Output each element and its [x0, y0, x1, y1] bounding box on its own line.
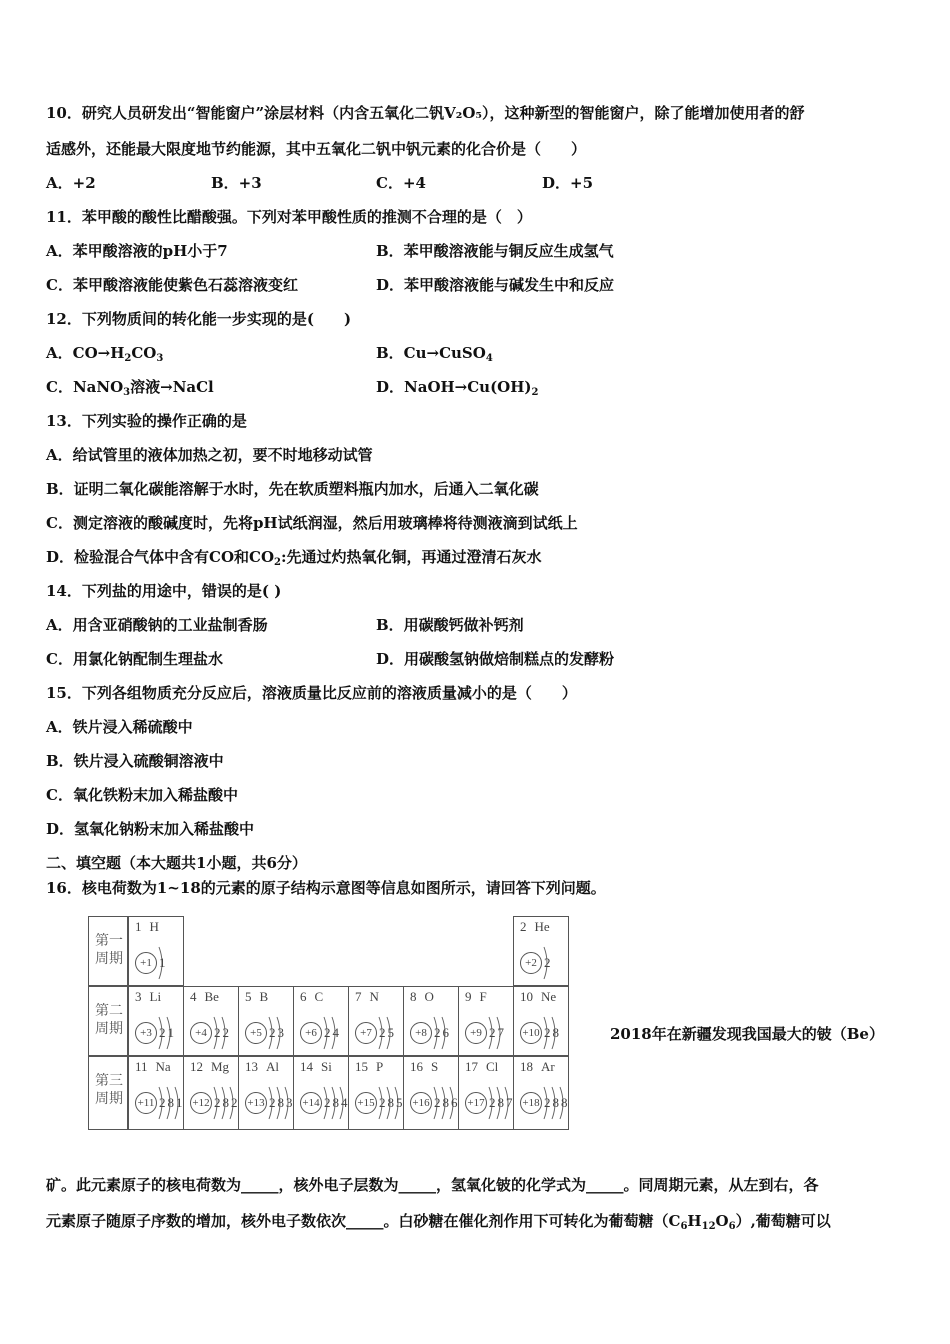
q11-option-b: B．苯甲酸溶液能与铜反应生成氢气	[376, 242, 614, 260]
q10-option-b: B．+3	[211, 174, 262, 192]
element-symbol: Be	[204, 989, 219, 1004]
period-label: 第三 周期	[95, 1074, 123, 1107]
electron-counts: 285	[379, 1095, 405, 1110]
element-cell	[403, 1056, 459, 1130]
electron-counts: 283	[269, 1095, 295, 1110]
nucleus-circle: +8	[410, 1022, 432, 1044]
atomic-number: 6	[300, 989, 307, 1004]
nucleus-circle: +14	[300, 1092, 322, 1114]
element-cell	[128, 1056, 184, 1130]
electron-counts: 2	[544, 955, 553, 970]
element-header	[135, 1059, 171, 1075]
atomic-number: 11	[135, 1059, 148, 1074]
atomic-number: 14	[300, 1059, 313, 1074]
q15-stem: 15．下列各组物质充分反应后，溶液质量比反应前的溶液质量减小的是（ ）	[46, 684, 577, 702]
element-cell	[403, 986, 459, 1056]
atomic-number: 17	[465, 1059, 478, 1074]
element-cell	[183, 986, 239, 1056]
element-header	[520, 1059, 555, 1075]
element-cell	[458, 1056, 514, 1130]
element-symbol: O	[424, 989, 434, 1004]
element-cell	[128, 986, 184, 1056]
element-cell	[458, 986, 514, 1056]
element-cell	[513, 986, 569, 1056]
element-header	[355, 989, 379, 1005]
element-cell	[183, 1056, 239, 1130]
q14-stem: 14．下列盐的用途中，错误的是( )	[46, 582, 282, 600]
element-symbol: Si	[321, 1059, 332, 1074]
atomic-number: 13	[245, 1059, 258, 1074]
q16-line3: 矿。此元素原子的核电荷数为_____，核外电子层数为_____，氢氧化铍的化学式为_____。同周期元素，从左到右，各	[46, 1176, 819, 1194]
period-label-cell	[88, 986, 128, 1056]
q13-option-c: C．测定溶液的酸碱度时，先将pH试纸润湿，然后用玻璃棒将待测液滴到试纸上	[46, 514, 578, 532]
q11-option-c: C．苯甲酸溶液能使紫色石蕊溶液变红	[46, 276, 298, 294]
element-header	[245, 989, 268, 1005]
element-symbol: Al	[266, 1059, 279, 1074]
q11-stem: 11．苯甲酸的酸性比醋酸强。下列对苯甲酸性质的推测不合理的是（ ）	[46, 208, 532, 226]
element-symbol: S	[431, 1059, 439, 1074]
period-label-cell	[88, 1056, 128, 1130]
periodic-table-figure	[88, 916, 570, 1130]
atomic-number: 1	[135, 919, 142, 934]
q13-option-b: B．证明二氧化碳能溶解于水时，先在软质塑料瓶内加水，后通入二氧化碳	[46, 480, 539, 498]
element-cell	[513, 916, 569, 986]
atomic-number: 7	[355, 989, 362, 1004]
q14-option-c: C．用氯化钠配制生理盐水	[46, 650, 223, 668]
atomic-number: 18	[520, 1059, 533, 1074]
element-symbol: C	[314, 989, 324, 1004]
element-symbol: N	[369, 989, 379, 1004]
element-header	[465, 1059, 498, 1075]
nucleus-circle: +5	[245, 1022, 267, 1044]
period-label: 第二 周期	[95, 1004, 123, 1037]
element-header	[190, 1059, 229, 1075]
element-header	[300, 989, 323, 1005]
element-symbol: He	[534, 919, 550, 934]
nucleus-circle: +7	[355, 1022, 377, 1044]
electron-counts: 26	[434, 1025, 451, 1040]
q11-option-a: A．苯甲酸溶液的pH小于7	[46, 242, 228, 260]
element-symbol: Na	[155, 1059, 171, 1074]
element-cell	[293, 986, 349, 1056]
nucleus-circle: +17	[465, 1092, 487, 1114]
element-symbol: Ne	[541, 989, 557, 1004]
element-cell	[238, 986, 294, 1056]
element-header	[520, 919, 550, 935]
nucleus-circle: +16	[410, 1092, 432, 1114]
electron-counts: 22	[214, 1025, 231, 1040]
electron-counts: 286	[434, 1095, 460, 1110]
element-cell	[348, 1056, 404, 1130]
element-header	[355, 1059, 383, 1075]
nucleus-circle: +18	[520, 1092, 542, 1114]
q16-line4: 元素原子随原子序数的增加，核外电子数依次_____。白砂糖在催化剂作用下可转化为葡萄糖$(C_6H_{12}O_6)$,葡萄糖可以	[46, 1212, 831, 1232]
electron-counts: 21	[159, 1025, 176, 1040]
q12-stem: 12．下列物质间的转化能一步实现的是( )	[46, 310, 352, 328]
q15-option-b: B．铁片浸入硫酸铜溶液中	[46, 752, 224, 770]
electron-counts: 284	[324, 1095, 350, 1110]
electron-counts: 1	[159, 955, 168, 970]
nucleus-circle: +9	[465, 1022, 487, 1044]
electron-counts: 28	[544, 1025, 561, 1040]
atomic-number: 3	[135, 989, 142, 1004]
element-cell	[348, 986, 404, 1056]
q12-option-c: C．NaNO$_3$溶液→NaCl	[46, 378, 214, 398]
q13-option-d: D．检验混合气体中含有CO和$CO_2$:先通过灼热氧化铜，再通过澄清石灰水	[46, 548, 542, 568]
electron-counts: 25	[379, 1025, 396, 1040]
element-cell	[238, 1056, 294, 1130]
element-cell	[513, 1056, 569, 1130]
nucleus-circle: +10	[520, 1022, 542, 1044]
nucleus-circle: +12	[190, 1092, 212, 1114]
electron-counts: 287	[489, 1095, 515, 1110]
q16-stem: 16．核电荷数为1~18的元素的原子结构示意图等信息如图所示，请回答下列问题。	[46, 879, 606, 897]
element-header	[410, 1059, 438, 1075]
nucleus-circle: +2	[520, 952, 542, 974]
electron-counts: 281	[159, 1095, 185, 1110]
q10-stem-line2: 适感外，还能最大限度地节约能源，其中五氧化二钒中钒元素的化合价是（ ）	[46, 140, 587, 158]
atomic-number: 12	[190, 1059, 203, 1074]
period-label: 第一 周期	[95, 934, 123, 967]
q12-option-d: D．$NaOH\to Cu(OH)_2$	[376, 378, 539, 398]
atomic-number: 4	[190, 989, 197, 1004]
nucleus-circle: +11	[135, 1092, 157, 1114]
nucleus-circle: +6	[300, 1022, 322, 1044]
element-symbol: Ar	[541, 1059, 555, 1074]
nucleus-circle: +4	[190, 1022, 212, 1044]
atomic-number: 5	[245, 989, 252, 1004]
atomic-number: 16	[410, 1059, 423, 1074]
element-symbol: Mg	[211, 1059, 230, 1074]
nucleus-circle: +15	[355, 1092, 377, 1114]
electron-counts: 288	[544, 1095, 570, 1110]
q15-option-d: D．氢氧化钠粉末加入稀盐酸中	[46, 820, 255, 838]
nucleus-circle: +1	[135, 952, 157, 974]
q14-option-d: D．用碳酸氢钠做焙制糕点的发酵粉	[376, 650, 615, 668]
element-cell	[293, 1056, 349, 1130]
electron-counts: 282	[214, 1095, 240, 1110]
electron-counts: 24	[324, 1025, 341, 1040]
q14-option-a: A．用含亚硝酸钠的工业盐制香肠	[46, 616, 268, 634]
element-symbol: P	[376, 1059, 384, 1074]
atomic-number: 10	[520, 989, 533, 1004]
q13-option-a: A．给试管里的液体加热之初，要不时地移动试管	[46, 446, 373, 464]
electron-counts: 27	[489, 1025, 506, 1040]
element-header	[245, 1059, 279, 1075]
element-symbol: Li	[149, 989, 162, 1004]
element-header	[410, 989, 434, 1005]
section-heading: 二、填空题（本大题共1小题，共6分）	[46, 854, 307, 872]
q16-side-text: 2018年在新疆发现我国最大的铍（Be）	[610, 1025, 884, 1043]
element-header	[190, 989, 219, 1005]
element-cell	[128, 916, 184, 986]
q11-option-d: D．苯甲酸溶液能与碱发生中和反应	[376, 276, 615, 294]
element-header	[520, 989, 556, 1005]
period-label-cell	[88, 916, 128, 986]
element-symbol: B	[259, 989, 269, 1004]
atomic-number: 8	[410, 989, 417, 1004]
atomic-number: 15	[355, 1059, 368, 1074]
q12-option-a: A．$CO\to H_2CO_3$	[46, 344, 164, 364]
q10-option-a: A．+2	[46, 174, 96, 192]
element-symbol: F	[479, 989, 487, 1004]
q13-stem: 13．下列实验的操作正确的是	[46, 412, 247, 430]
element-header	[300, 1059, 332, 1075]
q10-stem-line1: 10．研究人员研发出“智能窗户”涂层材料（内含五氧化二钒V₂O₅），这种新型的智能窗户，除了能增加使用者的舒	[46, 104, 805, 122]
q14-option-b: B．用碳酸钙做补钙剂	[376, 616, 524, 634]
element-symbol: Cl	[486, 1059, 499, 1074]
element-header	[135, 989, 161, 1005]
element-symbol: H	[149, 919, 159, 934]
q10-option-c: C．+4	[376, 174, 426, 192]
atomic-number: 2	[520, 919, 527, 934]
q12-option-b: B．Cu→CuSO$_4$	[376, 344, 493, 364]
element-header	[465, 989, 487, 1005]
q10-option-d: D．+5	[542, 174, 594, 192]
q15-option-c: C．氧化铁粉末加入稀盐酸中	[46, 786, 238, 804]
atomic-number: 9	[465, 989, 472, 1004]
element-header	[135, 919, 159, 935]
nucleus-circle: +3	[135, 1022, 157, 1044]
electron-counts: 23	[269, 1025, 286, 1040]
nucleus-circle: +13	[245, 1092, 267, 1114]
q15-option-a: A．铁片浸入稀硫酸中	[46, 718, 193, 736]
